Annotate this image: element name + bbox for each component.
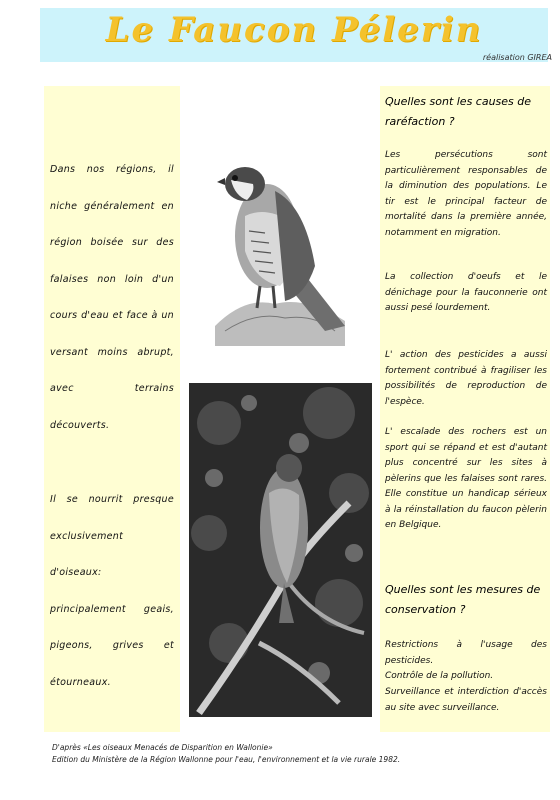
habitat-paragraph: Dans nos régions, il niche généralement en région boisée sur des falaises non loin d'un cours d'eau et face à un versant moins abrupt, avec terrains découverts. — [50, 164, 174, 431]
source-line-2: Edition du Ministère de la Région Wallonne pour l'eau, l'environnement et la vie rurale 1982. — [52, 755, 401, 764]
falcon-photo-image — [189, 383, 372, 717]
page-title: Le Faucon Pélerin — [105, 10, 483, 50]
diet-paragraph: Il se nourrit presque exclusivement d'oiseaux: principalement geais, pigeons, grives et étourneaux. — [50, 494, 174, 688]
source-line-1: D'après «Les oiseaux Menacés de Disparition en Wallonie» — [52, 743, 273, 752]
falcon-drawing-image — [205, 136, 352, 346]
source-footer — [52, 742, 542, 766]
measure-pesticides: Restrictions à l'usage des pesticides. — [385, 640, 547, 666]
credit-text: réalisation GIREA — [482, 53, 552, 62]
causes-persecution-paragraph: Les persécutions sont particulièrement responsables de la diminution des populations. Le tir est le principal facteur de mortalité dans la première année, notamment en migration. — [385, 150, 547, 238]
causes-eggs-paragraph: La collection d'oeufs et le dénichage pour la fauconnerie ont aussi pesé lourdement. — [385, 272, 547, 313]
conservation-heading: Quelles sont les mesures de conservation ? — [385, 583, 541, 616]
measure-pollution: Contrôle de la pollution. — [385, 671, 494, 681]
causes-heading: Quelles sont les causes de raréfaction ? — [385, 95, 532, 128]
falcon-photo-icon — [189, 383, 372, 717]
causes-pesticides-paragraph: L' action des pesticides a aussi fortement contribué à fragiliser les possibilités de reproduction de l'espèce. — [385, 350, 547, 407]
measure-surveillance: Surveillance et interdiction d'accès au site avec surveillance. — [385, 687, 547, 713]
falcon-drawing-icon — [205, 136, 352, 346]
causes-climbing-paragraph: L' escalade des rochers est un sport qui se répand et est d'autant plus concentré sur les sites à pèlerins que les falaises sont rares. Elle constitue un handicap sérieux à la réinstallation du faucon pèlerin en Belgique. — [385, 427, 547, 530]
